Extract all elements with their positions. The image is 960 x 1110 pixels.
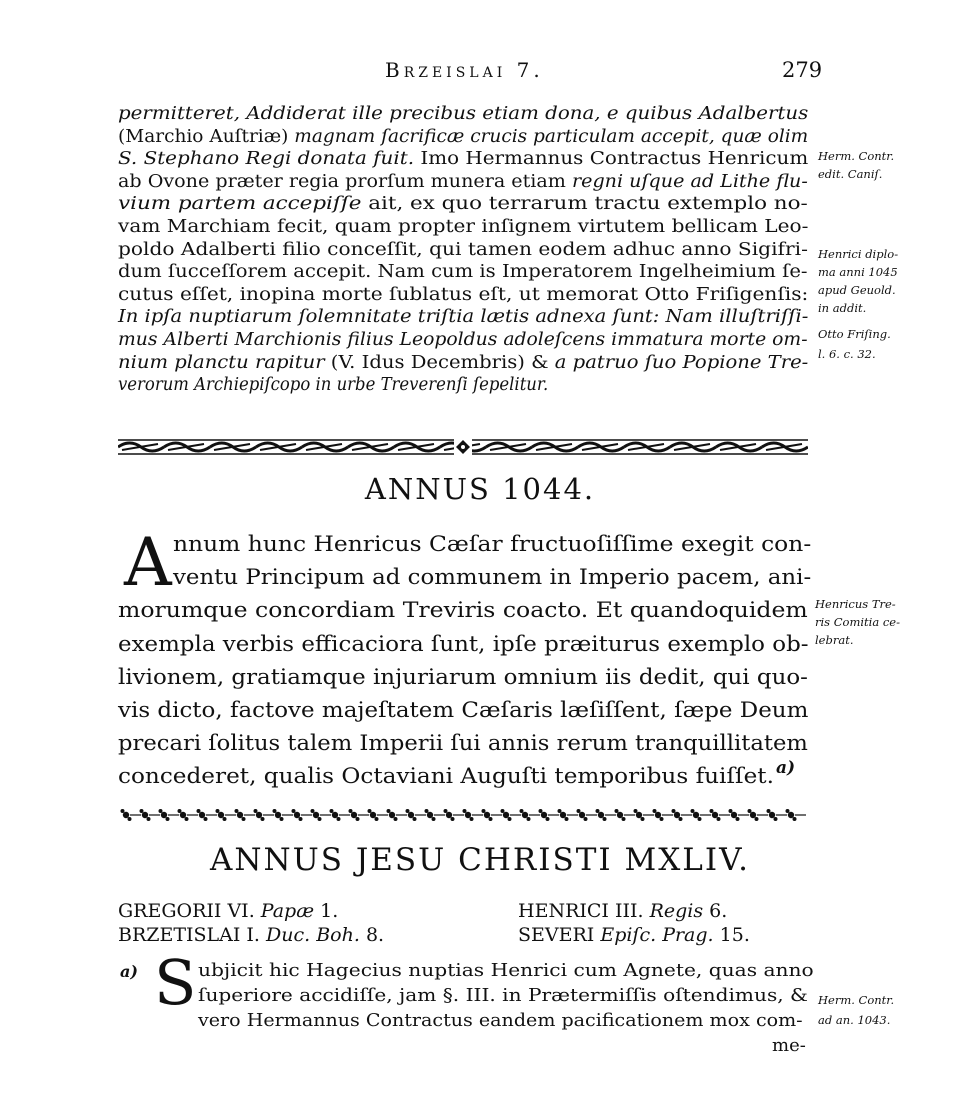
- text-line: me-: [772, 1035, 806, 1056]
- text-line: vero Hermannus Contractus eandem pacificationem mox com-: [198, 1010, 803, 1031]
- regnal-year: SEVERI Epiſc. Prag. 15.: [518, 924, 750, 946]
- margin-note: Henrici diplo-: [818, 247, 899, 261]
- margin-note: Otto Friſing.: [818, 327, 891, 341]
- margin-note: ma anni 1045: [818, 265, 898, 279]
- regnal-year: GREGORII VI. Papæ 1.: [118, 900, 339, 922]
- margin-note: apud Geuold.: [818, 283, 896, 297]
- regnal-year: HENRICI III. Regis 6.: [518, 900, 728, 922]
- text-line: ventu Principum ad communem in Imperio pacem, ani-: [173, 565, 812, 590]
- page-number: 279: [782, 58, 823, 82]
- text-line: S. Stephano Regi donata fuit. Imo Hermannus Contractus Henricum: [118, 149, 809, 170]
- text-line: concederet, qualis Octaviani Auguſti temporibus fuiſſet.: [118, 764, 774, 789]
- dropcap-a: A: [124, 524, 172, 601]
- text-line: mus Alberti Marchionis filius Leopoldus adoleſcens immatura morte om-: [118, 330, 808, 350]
- text-line: ſuperiore accidiſſe, jam §. III. in Prætermiſſis oſtendimus, &: [198, 985, 808, 1006]
- text-line: nium planctu rapitur (V. Idus Decembris) & a patruo ſuo Popione Tre-: [118, 352, 809, 373]
- margin-note: Herm. Contr.: [818, 993, 895, 1007]
- text-line: vis dicto, factove majeſtatem Cæſaris læſiſſent, ſæpe Deum: [118, 698, 809, 722]
- text-line: (Marchio Auſtriæ) magnam ſacrificæ crucis particulam accepit, quæ olim: [118, 126, 809, 147]
- ornament-rule-1: [118, 438, 808, 456]
- dropcap-s: S: [154, 946, 197, 1019]
- text-line: ab Ovone præter regia prorſum munera etiam regni uſque ad Lithe flu-: [118, 171, 808, 192]
- margin-note: ris Comitia ce-: [815, 615, 900, 629]
- text-line: cutus eſſet, inopina morte ſublatus eſt, ut memorat Otto Friſigenſis:: [118, 284, 809, 305]
- text-line: dum ſucceſſorem accepit. Nam cum is Imperatorem Ingelheimium ſe-: [118, 262, 808, 283]
- margin-note: ad an. 1043.: [818, 1013, 891, 1027]
- text-line: morumque concordiam Treviris coacto. Et quandoquidem: [118, 598, 808, 623]
- footnote-reference: a): [776, 758, 796, 778]
- text-line: vium partem accepiſſe ait, ex quo terrarum tractu extemplo no-: [118, 194, 808, 215]
- margin-note: Herm. Contr.: [818, 149, 895, 163]
- margin-note: lebrat.: [815, 633, 854, 647]
- running-head-title: Brzeislai 7.: [385, 58, 544, 82]
- text-line: In ipſa nuptiarum ſolemnitate triſtia lætis adnexa ſunt: Nam illuſtriſſi-: [118, 307, 809, 328]
- text-line: permitteret, Addiderat ille precibus etiam dona, e quibus Adalbertus: [118, 104, 809, 124]
- text-line: verorum Archiepiſcopo in urbe Treverenſi ſepelitur.: [118, 375, 549, 396]
- text-line: livionem, gratiamque injuriarum omnium iis dedit, qui quo-: [118, 664, 808, 689]
- margin-note: Henricus Tre-: [815, 597, 896, 611]
- text-line: ubjicit hic Hagecius nuptias Henrici cum Agnete, quas anno: [198, 960, 814, 981]
- year-heading-1044: ANNUS 1044.: [364, 472, 596, 506]
- text-line: precari ſolitus talem Imperii ſui annis rerum tranquillitatem: [118, 731, 808, 756]
- running-head: [0, 46, 960, 86]
- text-line: nnum hunc Henricus Cæſar fructuoſiſſime exegit con-: [173, 532, 812, 556]
- text-line: vam Marchiam fecit, quam propter inſignem virtutem bellicam Leo-: [118, 217, 809, 237]
- text-line: poldo Adalberti filio conceſſit, qui tamen eodem adhuc anno Sigifri-: [118, 239, 808, 260]
- margin-note: in addit.: [818, 301, 867, 315]
- regnal-year: BRZETISLAI I. Duc. Boh. 8.: [118, 924, 385, 946]
- margin-note: l. 6. c. 32.: [818, 347, 876, 361]
- footnote-mark: a): [120, 962, 138, 981]
- margin-note: edit. Caniſ.: [818, 167, 883, 181]
- year-heading-mxliv: ANNUS JESU CHRISTI MXLIV.: [210, 842, 750, 878]
- text-line: exempla verbis efficaciora ſunt, ipſe præiturus exemplo ob-: [118, 631, 809, 656]
- ornament-rule-2: [118, 806, 808, 824]
